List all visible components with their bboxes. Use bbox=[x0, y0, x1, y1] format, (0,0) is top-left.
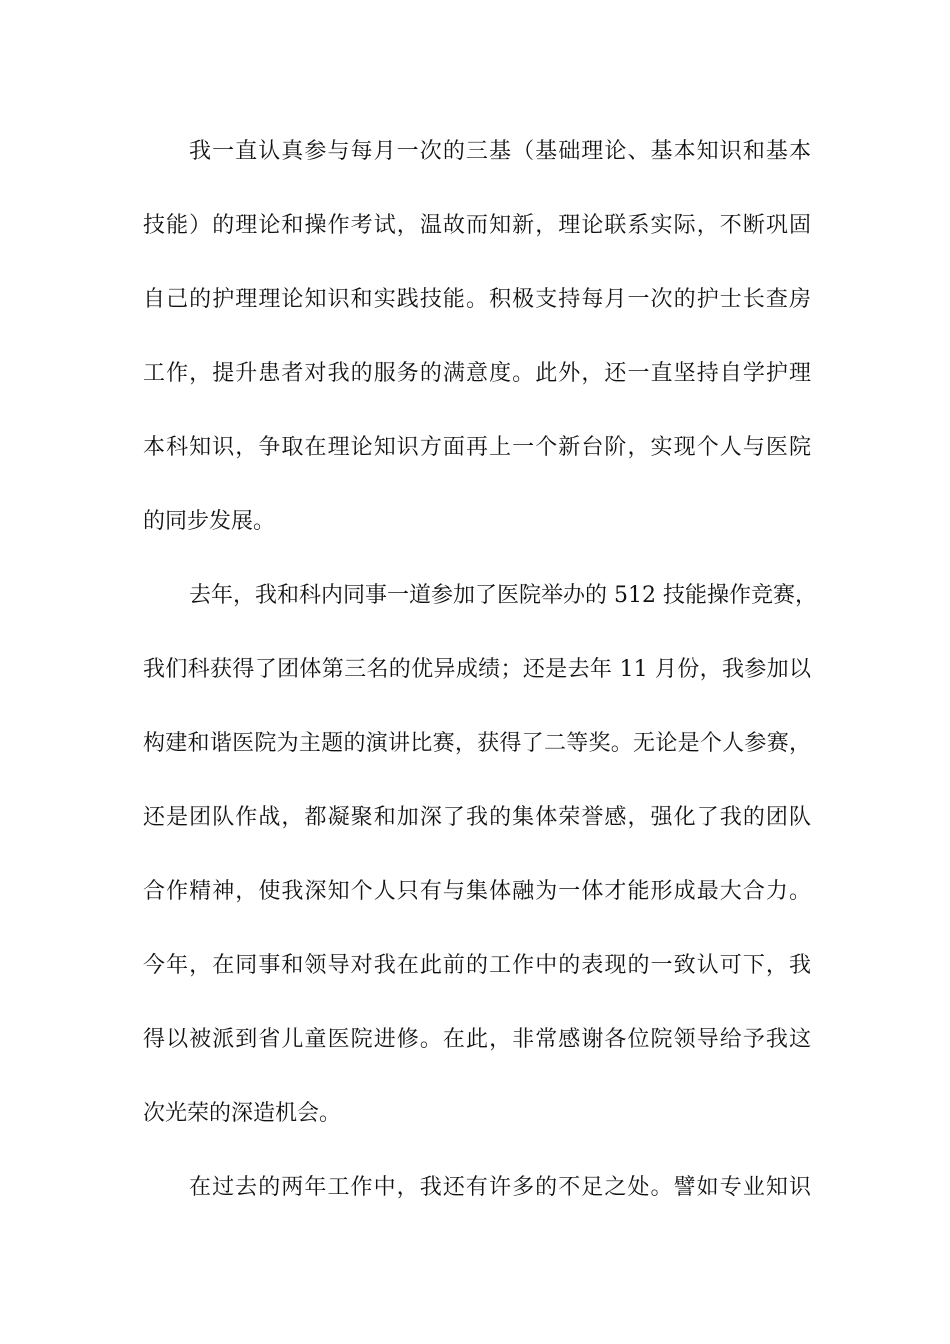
text-line: 的同步发展。 bbox=[143, 509, 276, 534]
text-line: 合作精神，使我深知个人只有与集体融为一体才能形成最大合力。 bbox=[143, 879, 811, 904]
text-line: 今年，在同事和领导对我在此前的工作中的表现的一致认可下，我 bbox=[143, 953, 811, 978]
text-line: 工作，提升患者对我的服务的满意度。此外，还一直坚持自学护理 bbox=[143, 361, 811, 386]
text-line: 还是团队作战，都凝聚和加深了我的集体荣誉感，强化了我的团队 bbox=[143, 805, 811, 830]
text-line: 我们科获得了团体第三名的优异成绩；还是去年 11 月份，我参加以 bbox=[143, 657, 811, 682]
text-line: 次光荣的深造机会。 bbox=[143, 1101, 342, 1126]
text-line: 在过去的两年工作中，我还有许多的不足之处。譬如专业知识 bbox=[189, 1175, 811, 1200]
text-line: 本科知识，争取在理论知识方面再上一个新台阶，实现个人与医院 bbox=[143, 435, 811, 460]
text-line: 自己的护理理论知识和实践技能。积极支持每月一次的护士长查房 bbox=[143, 287, 811, 312]
text-line: 去年，我和科内同事一道参加了医院举办的 512 技能操作竞赛， bbox=[189, 583, 817, 608]
text-line: 技能）的理论和操作考试，温故而知新，理论联系实际，不断巩固 bbox=[143, 213, 811, 238]
document-body bbox=[143, 128, 817, 1238]
text-line: 构建和谐医院为主题的演讲比赛，获得了二等奖。无论是个人参赛， bbox=[143, 731, 811, 756]
text-line: 得以被派到省儿童医院进修。在此，非常感谢各位院领导给予我这 bbox=[143, 1027, 811, 1052]
text-line: 我一直认真参与每月一次的三基（基础理论、基本知识和基本 bbox=[189, 139, 811, 164]
